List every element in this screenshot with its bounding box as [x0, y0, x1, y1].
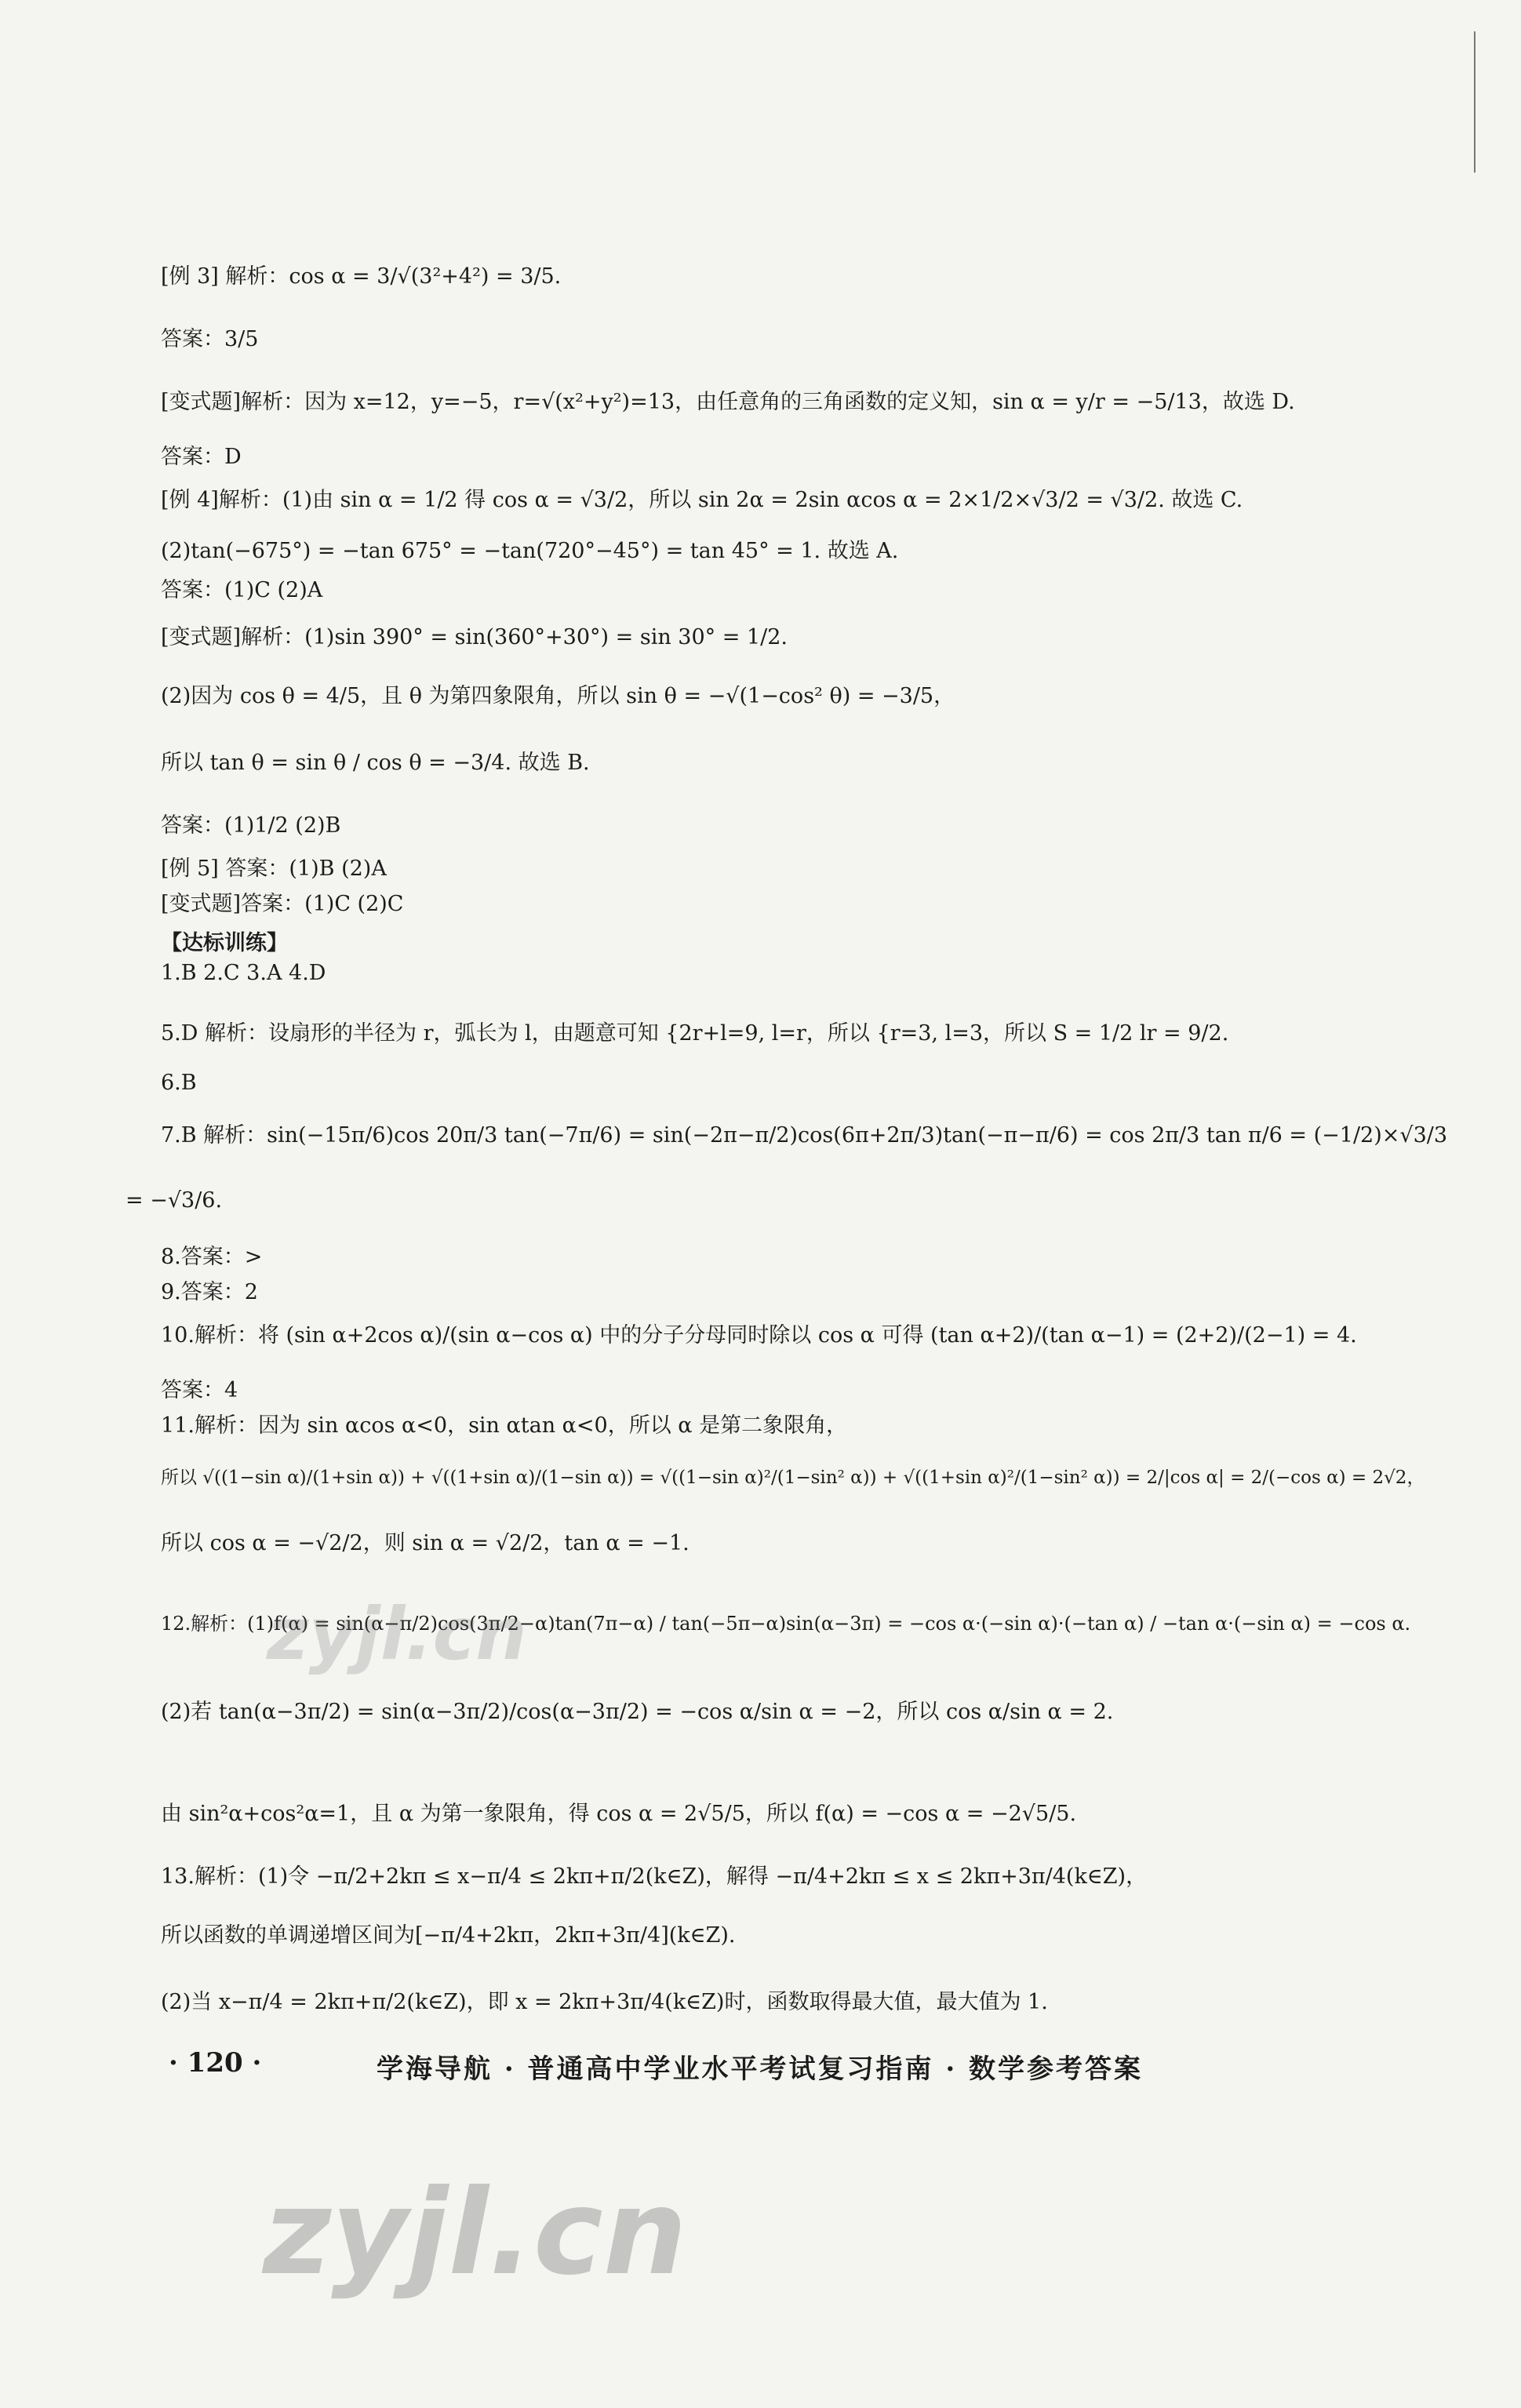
answer-line: 答案：(1)1/2 (2)B	[161, 813, 341, 838]
answer-line: 所以 cos α = −√2/2，则 sin α = √2/2，tan α = −1.	[161, 1531, 690, 1555]
answer-line: [变式题]解析：因为 x=12，y=−5，r=√(x²+y²)=13，由任意角的三角函数的定义知，sin α = y/r = −5/13，故选 D.	[161, 390, 1295, 414]
answer-line: (2)tan(−675°) = −tan 675° = −tan(720°−45°) = tan 45° = 1. 故选 A.	[161, 539, 899, 563]
page-number: · 120 ·	[169, 2047, 262, 2079]
answer-line: 9.答案：2	[161, 1280, 258, 1304]
answer-line: 8.答案：>	[161, 1245, 263, 1269]
answer-line: (2)当 x−π/4 = 2kπ+π/2(k∈Z)，即 x = 2kπ+3π/4(k∈Z)时，函数取得最大值，最大值为 1.	[161, 1990, 1048, 2014]
answer-line: [变式题]解析：(1)sin 390° = sin(360°+30°) = sin 30° = 1/2.	[161, 625, 788, 649]
answer-line: 7.B 解析：sin(−15π/6)cos 20π/3 tan(−7π/6) = sin(−2π−π/2)cos(6π+2π/3)tan(−π−π/6) = cos 2π/3 tan π/6 = (−1/2)×√3/3	[161, 1123, 1448, 1148]
section-heading: 【达标训练】	[161, 931, 288, 955]
answer-line: 所以 tan θ = sin θ / cos θ = −3/4. 故选 B.	[161, 751, 590, 775]
answer-line: [例 4]解析：(1)由 sin α = 1/2 得 cos α = √3/2，所以 sin 2α = 2sin αcos α = 2×1/2×√3/2 = √3/2. 故选 C.	[161, 488, 1243, 512]
answer-line: 所以 √((1−sin α)/(1+sin α)) + √((1+sin α)/(1−sin α)) = √((1−sin α)²/(1−sin² α)) + √((1+sin α)²/(1−sin² α)) = 2/|cos α| = 2/(−cos α) = 2√2，	[161, 1468, 1425, 1488]
answer-line: = −√3/6.	[126, 1188, 223, 1213]
answer-line: [例 5] 答案：(1)B (2)A	[161, 857, 387, 881]
answer-line: 13.解析：(1)令 −π/2+2kπ ≤ x−π/4 ≤ 2kπ+π/2(k∈Z)，解得 −π/4+2kπ ≤ x ≤ 2kπ+3π/4(k∈Z)，	[161, 1864, 1148, 1889]
answer-line: (2)若 tan(α−3π/2) = sin(α−3π/2)/cos(α−3π/2) = −cos α/sin α = −2，所以 cos α/sin α = 2.	[161, 1700, 1114, 1724]
answer-line: 11.解析：因为 sin αcos α<0，sin αtan α<0，所以 α 是第二象限角，	[161, 1413, 848, 1438]
answer-line: 答案：3/5	[161, 327, 259, 351]
answer-line: 由 sin²α+cos²α=1，且 α 为第一象限角，得 cos α = 2√5/5，所以 f(α) = −cos α = −2√5/5.	[161, 1802, 1077, 1826]
answer-line: [变式题]答案：(1)C (2)C	[161, 892, 404, 916]
answer-line: 10.解析：将 (sin α+2cos α)/(sin α−cos α) 中的分子分母同时除以 cos α 可得 (tan α+2)/(tan α−1) = (2+2)/(2−1) = 4.	[161, 1323, 1357, 1348]
answer-line: 答案：D	[161, 445, 242, 469]
answer-line: [例 3] 解析：cos α = 3/√(3²+4²) = 3/5.	[161, 264, 562, 289]
answer-line: 所以函数的单调递增区间为[−π/4+2kπ，2kπ+3π/4](k∈Z).	[161, 1923, 736, 1948]
answer-line: 答案：4	[161, 1378, 238, 1402]
answer-line: (2)因为 cos θ = 4/5，且 θ 为第四象限角，所以 sin θ = −√(1−cos² θ) = −3/5，	[161, 684, 955, 708]
answer-line: 答案：(1)C (2)A	[161, 578, 323, 602]
answer-line: 6.B	[161, 1071, 197, 1095]
footer-title: 学海导航 · 普通高中学业水平考试复习指南 · 数学参考答案	[377, 2053, 1144, 2085]
answer-line: 5.D 解析：设扇形的半径为 r，弧长为 l，由题意可知 {2r+l=9, l=r，所以 {r=3, l=3，所以 S = 1/2 lr = 9/2.	[161, 1021, 1229, 1046]
watermark-logo: zyjl.cn	[263, 2165, 687, 2301]
answer-line: 1.B 2.C 3.A 4.D	[161, 961, 326, 985]
watermark-logo: zyjl.cn	[267, 1592, 527, 1676]
answer-line: 12.解析：(1)f(α) = sin(α−π/2)cos(3π/2−α)tan(7π−α) / tan(−5π−α)sin(α−3π) = −cos α·(−sin α)·(−tan α) / −tan α·(−sin α) = −cos α.	[161, 1613, 1411, 1635]
page-edge-mark	[1474, 31, 1476, 173]
